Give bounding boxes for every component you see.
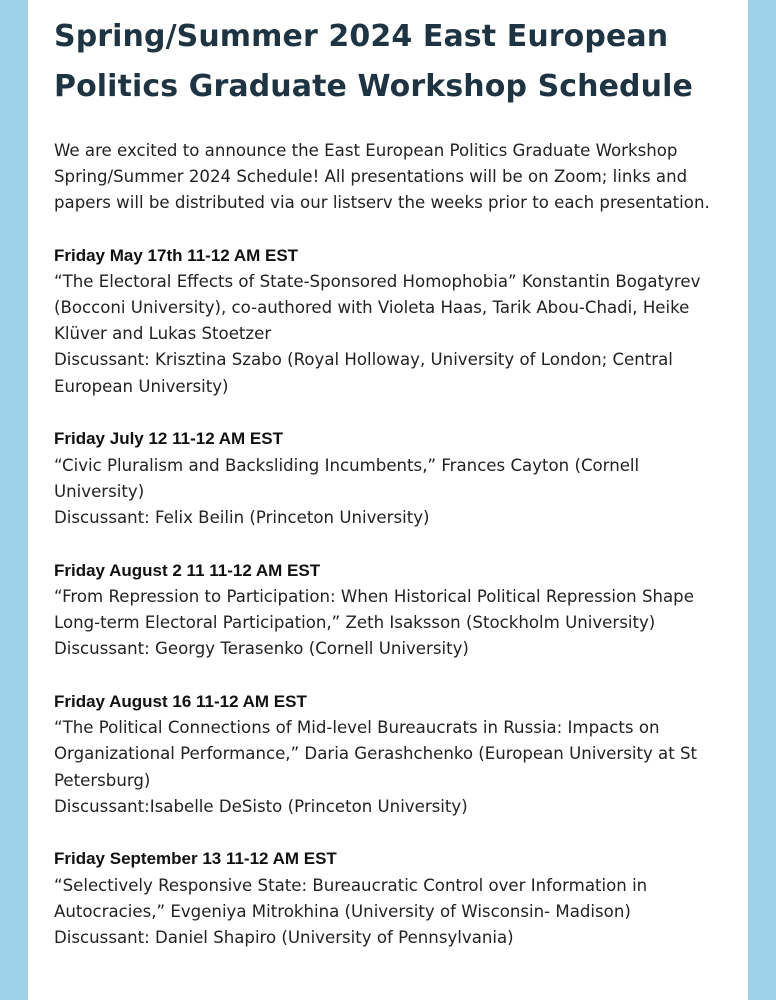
event-discussant: Discussant: Felix Beilin (Princeton University) — [54, 507, 430, 527]
intro-paragraph: We are excited to announce the East European Politics Graduate Workshop Spring/Summer 2024 Schedule! All presentations will be on Zoom; links and papers will be distributed via our listserv the weeks prior to each presentation. — [54, 141, 710, 213]
event-date: Friday August 2 11 11-12 AM EST — [54, 560, 321, 580]
right-border — [748, 0, 776, 1000]
event-discussant: Discussant: Daniel Shapiro (University of Pennsylvania) — [54, 928, 514, 948]
event-title: “Civic Pluralism and Backsliding Incumbents,” Frances Cayton (Cornell University) — [54, 455, 640, 501]
schedule-list — [54, 243, 730, 952]
page-title-line-1: Spring/Summer 2024 East European — [54, 19, 669, 54]
schedule-item — [54, 243, 730, 400]
event-date: Friday May 17th 11-12 AM EST — [54, 245, 299, 265]
page-title-line-2: Politics Graduate Workshop Schedule — [54, 69, 693, 104]
event-title: “Selectively Responsive State: Bureaucratic Control over Information in Autocracies,” Evgeniya Mitrokhina (University of Wisconsin- Madison) — [54, 875, 648, 921]
event-date: Friday September 13 11-12 AM EST — [54, 849, 337, 869]
schedule-item — [54, 426, 730, 531]
event-discussant: Discussant: Krisztina Szabo (Royal Holloway, University of London; Central European University) — [54, 350, 673, 396]
schedule-item — [54, 689, 730, 820]
event-title: “The Political Connections of Mid-level Bureaucrats in Russia: Impacts on Organizational Performance,” Daria Gerashchenko (European University at St Petersburg) — [54, 718, 698, 790]
announcement-card — [28, 0, 748, 1000]
event-title: “The Electoral Effects of State-Sponsored Homophobia” Konstantin Bogatyrev (Bocconi University), co-authored with Violeta Haas, Tarik Abou-Chadi, Heike Klüver and Lukas Stoetzer — [54, 271, 701, 344]
event-date: Friday August 16 11-12 AM EST — [54, 691, 307, 711]
left-border — [0, 0, 28, 1000]
event-discussant: Discussant: Georgy Terasenko (Cornell University) — [54, 639, 469, 659]
event-date: Friday July 12 11-12 AM EST — [54, 429, 283, 449]
event-discussant: Discussant:Isabelle DeSisto (Princeton University) — [54, 796, 468, 816]
announcement-content — [54, 0, 730, 978]
schedule-item — [54, 558, 730, 663]
page-title — [54, 12, 730, 112]
schedule-item — [54, 846, 730, 951]
event-title: “From Repression to Participation: When Historical Political Repression Shape Long-term Electoral Participation,” Zeth Isaksson (Stockholm University) — [54, 586, 694, 633]
